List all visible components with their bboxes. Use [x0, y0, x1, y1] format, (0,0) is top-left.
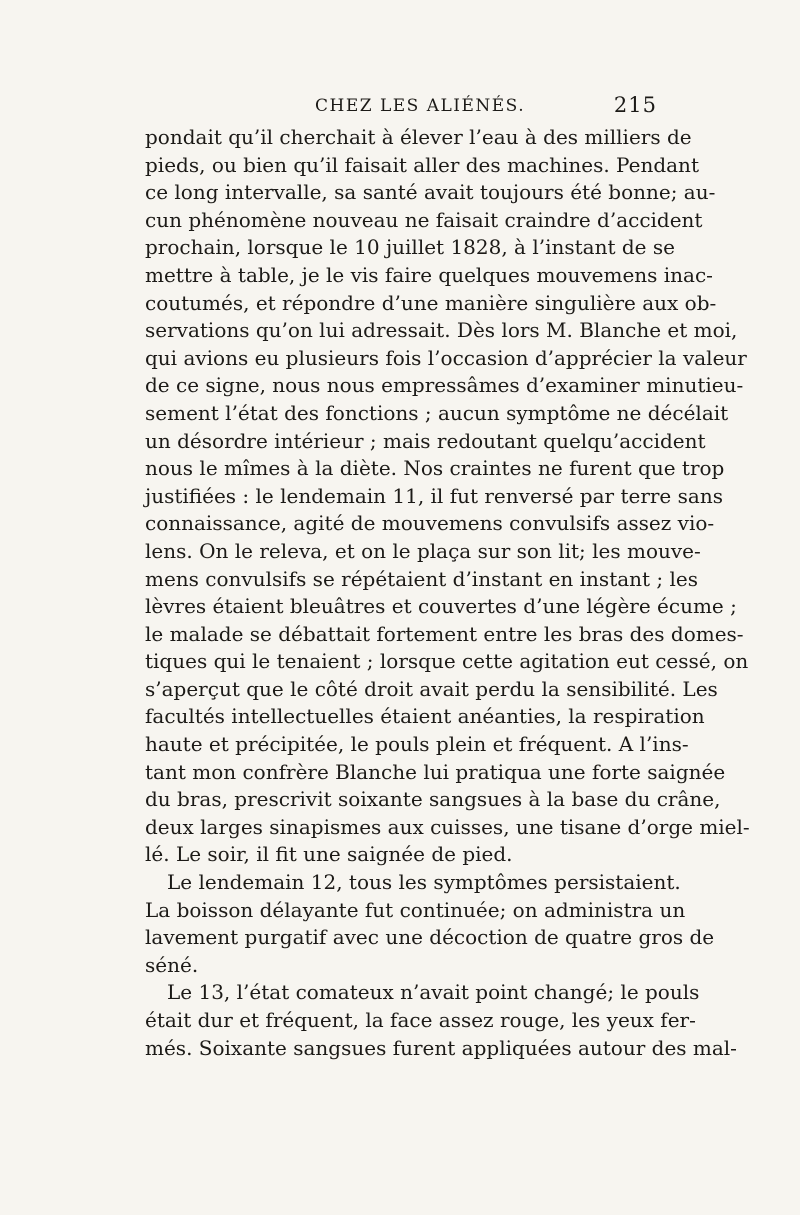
paragraph — [145, 979, 737, 1062]
text-line: de ce signe, nous nous empressâmes d’examiner minutieu- — [145, 373, 744, 398]
text-line: ce long intervalle, sa santé avait toujours été bonne; au- — [145, 180, 716, 205]
text-line: le malade se débattait fortement entre les bras des domes- — [145, 621, 744, 646]
text-line: tant mon confrère Blanche lui pratiqua une forte saignée — [145, 759, 726, 784]
running-head — [145, 93, 657, 120]
paragraph — [145, 124, 750, 869]
text-line: facultés intellectuelles étaient anéanties, la respiration — [145, 704, 705, 729]
text-line: Le lendemain 12, tous les symptômes persistaient. — [167, 870, 681, 895]
text-line: du bras, prescrivit soixante sangsues à la base du crâne, — [145, 787, 721, 812]
text-line: Le 13, l’état comateux n’avait point changé; le pouls — [167, 980, 700, 1005]
text-line: tiques qui le tenaient ; lorsque cette agitation eut cessé, on — [145, 649, 749, 674]
text-line: connaissance, agité de mouvemens convulsifs assez vio- — [145, 511, 715, 536]
text-line: cun phénomène nouveau ne faisait craindre d’accident — [145, 207, 703, 232]
text-line: La boisson délayante fut continuée; on administra un — [145, 897, 686, 922]
text-line: mettre à table, je le vis faire quelques mouvemens inac- — [145, 262, 713, 287]
text-line: nous le mîmes à la diète. Nos craintes ne furent que trop — [145, 456, 725, 481]
text-line: qui avions eu plusieurs fois l’occasion d’apprécier la valeur — [145, 345, 747, 370]
text-line: était dur et fréquent, la face assez rouge, les yeux fer- — [145, 1008, 696, 1032]
text-line: un désordre intérieur ; mais redoutant quelqu’accident — [145, 428, 706, 453]
text-line: justifiées : le lendemain 11, il fut renversé par terre sans — [145, 483, 723, 508]
text-line: lens. On le releva, et on le plaça sur son lit; les mouve- — [145, 538, 701, 563]
text-line: deux larges sinapismes aux cuisses, une tisane d’orge miel- — [145, 814, 750, 839]
paragraph — [145, 869, 715, 979]
text-line: més. Soixante sangsues furent appliquées autour des mal- — [145, 1035, 737, 1060]
text-line: s’aperçut que le côté droit avait perdu la sensibilité. Les — [145, 676, 718, 701]
text-line: haute et précipitée, le pouls plein et fréquent. A l’ins- — [145, 732, 689, 757]
text-line: séné. — [145, 952, 199, 977]
text-line: lavement purgatif avec une décoction de quatre gros de — [145, 925, 715, 950]
text-line: prochain, lorsque le 10 juillet 1828, à l’instant de se — [145, 235, 675, 260]
text-line: sement l’état des fonctions ; aucun symptôme ne décélait — [145, 400, 729, 425]
text-line: coutumés, et répondre d’une manière singulière aux ob- — [145, 290, 717, 315]
text-line: lé. Le soir, il fit une saignée de pied. — [145, 842, 513, 867]
page-number: 215 — [613, 93, 657, 117]
body-text — [145, 124, 750, 1062]
text-line: lèvres étaient bleuâtres et couvertes d’une légère écume ; — [145, 594, 737, 619]
text-line: servations qu’on lui adressait. Dès lors M. Blanche et moi, — [145, 318, 738, 343]
text-line: mens convulsifs se répétaient d’instant en instant ; les — [145, 566, 699, 591]
text-line: pieds, ou bien qu’il faisait aller des machines. Pendant — [145, 152, 699, 177]
text-line: pondait qu’il cherchait à élever l’eau à des milliers de — [145, 125, 692, 149]
running-title: CHEZ LES ALIÉNÉS. — [315, 96, 526, 116]
